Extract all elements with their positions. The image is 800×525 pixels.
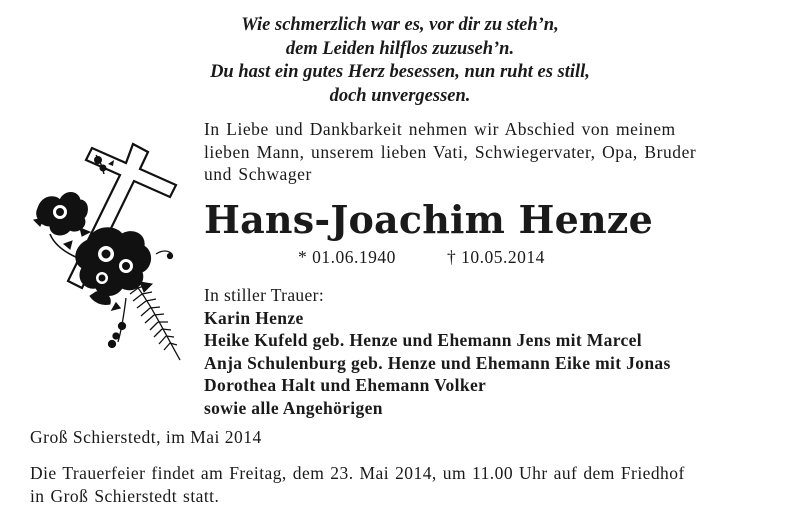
service-line: in Groß Schierstedt statt. xyxy=(30,485,220,506)
birth-date: * 01.06.1940 xyxy=(298,247,396,267)
funeral-service-info xyxy=(30,462,790,507)
intro-line: In Liebe und Dankbarkeit nehmen wir Abschied von meinem xyxy=(204,119,676,139)
mourner-line: Karin Henze xyxy=(204,307,304,328)
deceased-name: Hans-Joachim Henze xyxy=(204,197,653,242)
cross-with-roses-icon xyxy=(30,138,190,363)
mourner-line: Anja Schulenburg geb. Henze und Ehemann Eike mit Jonas xyxy=(204,352,671,373)
poem xyxy=(0,14,800,108)
mourners-heading: In stiller Trauer: xyxy=(204,285,325,305)
poem-line: doch unvergessen. xyxy=(329,85,471,106)
poem-line: dem Leiden hilflos zuzuseh’n. xyxy=(285,38,515,59)
death-date: † 10.05.2014 xyxy=(447,247,545,267)
mourner-line: Dorothea Halt und Ehemann Volker xyxy=(204,375,487,395)
mourner-line: sowie alle Angehörigen xyxy=(204,397,383,418)
intro-text xyxy=(204,118,784,186)
service-line: Die Trauerfeier findet am Freitag, dem 23. Mai 2014, um 11.00 Uhr auf dem Friedhof xyxy=(30,463,685,483)
mourners-block xyxy=(204,284,784,419)
place-date: Groß Schierstedt, im Mai 2014 xyxy=(30,427,262,447)
poem-line: Du hast ein gutes Herz besessen, nun ruht es still, xyxy=(210,62,590,82)
poem-line: Wie schmerzlich war es, vor dir zu steh’n, xyxy=(241,15,559,35)
mourner-line: Heike Kufeld geb. Henze und Ehemann Jens mit Marcel xyxy=(204,330,643,350)
intro-line: lieben Mann, unserem lieben Vati, Schwiegervater, Opa, Bruder xyxy=(204,141,697,162)
intro-line: und Schwager xyxy=(204,164,312,184)
